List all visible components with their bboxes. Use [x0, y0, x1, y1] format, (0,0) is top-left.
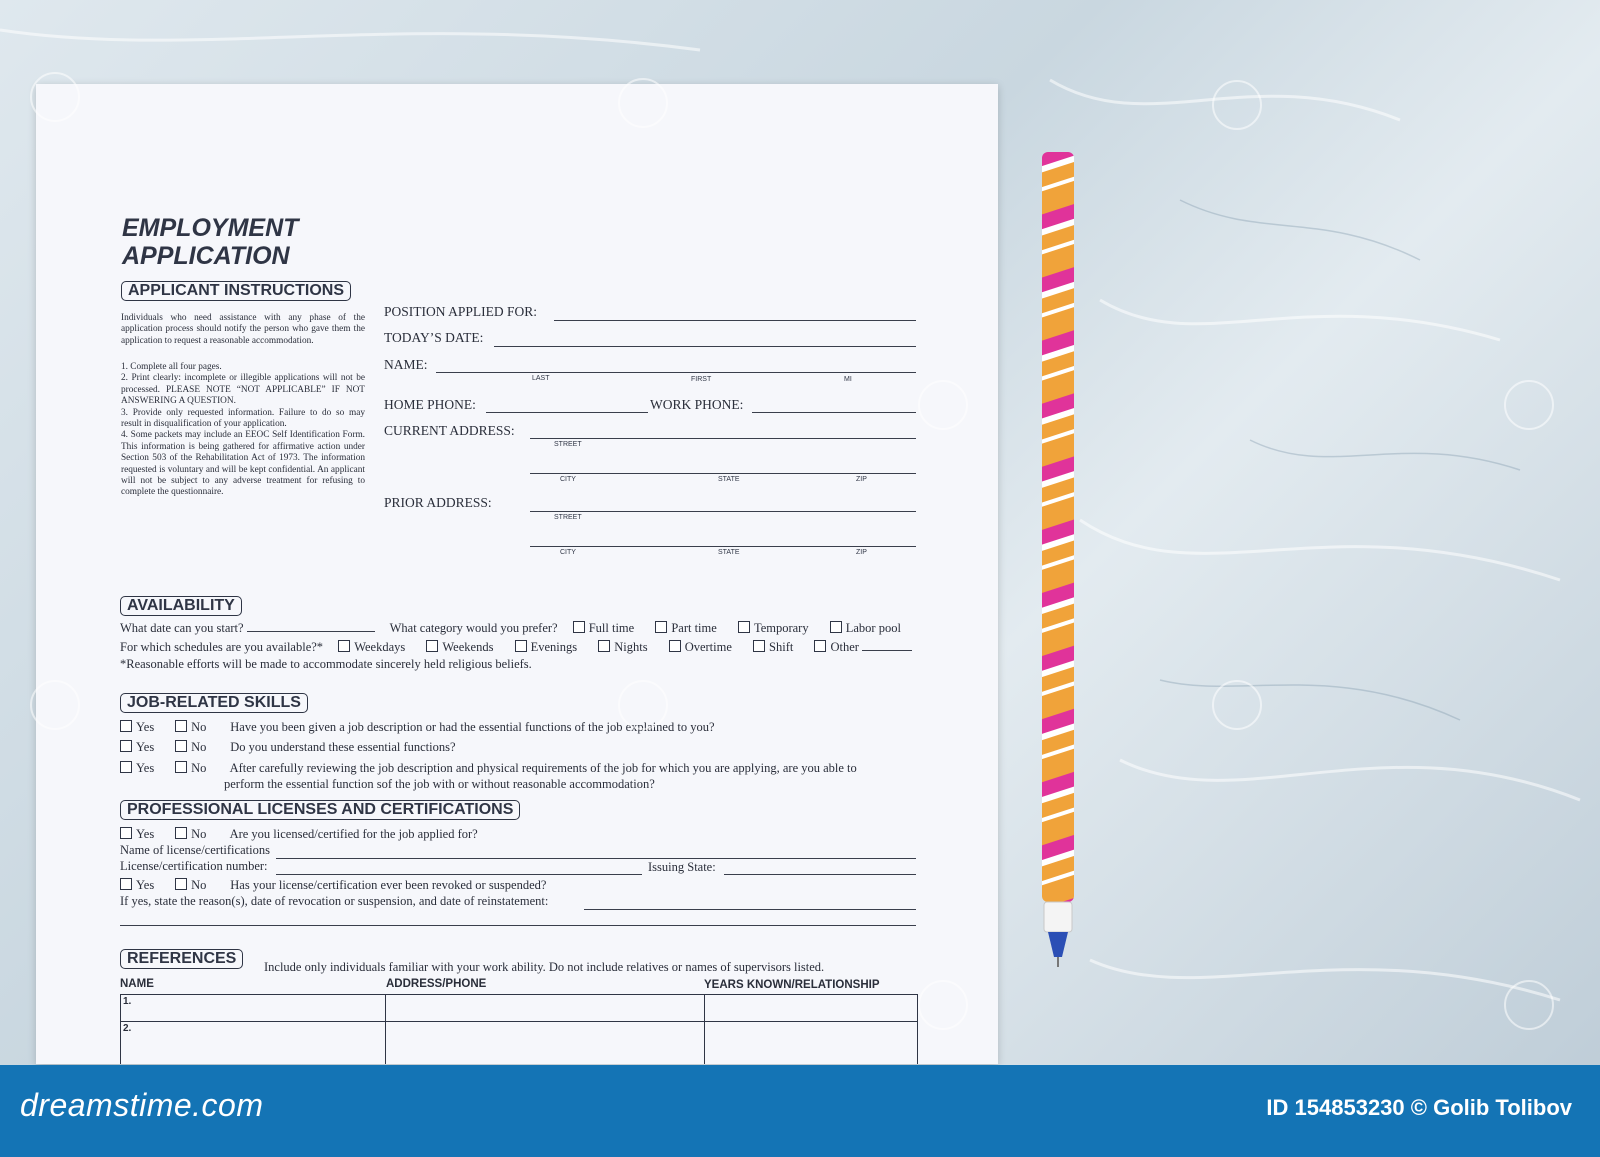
prior-city-field[interactable]	[530, 546, 916, 547]
availability-schedule-row	[120, 640, 912, 655]
checkbox[interactable]	[338, 640, 350, 652]
checkbox[interactable]	[175, 878, 187, 890]
skills-question-continued: perform the essential function sof the job with or without reasonable accommodation?	[224, 777, 655, 791]
option-label: Weekdays	[354, 640, 406, 654]
watermark-icon	[30, 680, 80, 730]
street-label: STREET	[554, 514, 582, 521]
checkbox[interactable]	[515, 640, 527, 652]
watermark-icon	[918, 980, 968, 1030]
section-header-skills: JOB-RELATED SKILLS	[120, 693, 308, 713]
section-header-instructions: APPLICANT INSTRUCTIONS	[121, 281, 351, 301]
option-label: Other	[830, 640, 859, 654]
skills-question: Do you understand these essential functions?	[230, 740, 456, 754]
image-credit: ID 154853230 © Golib Tolibov	[1266, 1095, 1572, 1120]
prior-street-field[interactable]	[530, 511, 916, 512]
skills-question: Have you been given a job description or had the essential functions of the job explained to you?	[230, 720, 715, 734]
schedule-overtime[interactable]	[669, 640, 732, 654]
revocation-field[interactable]	[584, 909, 916, 910]
start-date-field[interactable]	[247, 631, 375, 632]
instruction-item: 1. Complete all four pages.	[121, 362, 222, 372]
watermark-icon	[30, 72, 80, 122]
checkbox[interactable]	[573, 621, 585, 633]
checkbox[interactable]	[426, 640, 438, 652]
availability-note: *Reasonable efforts will be made to accommodate sincerely held religious beliefs.	[120, 657, 532, 671]
pen-tip-cone	[1048, 932, 1068, 957]
dreamstime-logo: dreamstime.com	[20, 1087, 264, 1123]
schedule-shift[interactable]	[753, 640, 793, 654]
references-note: Include only individuals familiar with your work ability. Do not include relatives or names of supervisors listed.	[264, 960, 825, 974]
no-option[interactable]	[175, 761, 227, 776]
instruction-item: 2. Print clearly: incomplete or illegible applications will not be processed. PLEASE NOTE “NOT APPLICABLE” IF NOT ANSWERING A QUESTION.	[121, 373, 365, 407]
license-number-label: License/certification number:	[120, 859, 268, 873]
current-street-field[interactable]	[530, 438, 916, 439]
pen-nib	[1057, 957, 1059, 967]
home-phone-label: HOME PHONE:	[384, 397, 476, 412]
column-header-name: NAME	[120, 978, 154, 990]
schedule-other-field[interactable]	[862, 650, 912, 651]
watermark-icon	[1212, 680, 1262, 730]
references-table	[120, 994, 918, 1064]
option-label: Yes	[136, 827, 155, 841]
watermark-icon	[618, 680, 668, 730]
license-question-row	[120, 827, 478, 842]
no-option[interactable]	[175, 720, 227, 735]
category-label: What category would you prefer?	[389, 621, 558, 635]
option-label: Shift	[769, 640, 794, 654]
state-label: STATE	[718, 549, 740, 556]
checkbox[interactable]	[175, 827, 187, 839]
watermark-icon	[918, 380, 968, 430]
instructions-intro: Individuals who need assistance with any phase of the application process should notify the person who gave them the application to request a reasonable accommodation.	[121, 313, 365, 346]
license-question: Has your license/certification ever been revoked or suspended?	[230, 878, 547, 892]
yes-option[interactable]	[120, 827, 172, 842]
issuing-state-label: Issuing State:	[648, 860, 716, 874]
position-field[interactable]	[554, 320, 916, 321]
zip-label: ZIP	[856, 476, 867, 483]
home-phone-field[interactable]	[486, 412, 648, 413]
category-temporary[interactable]	[738, 621, 809, 635]
checkbox[interactable]	[738, 621, 750, 633]
checkbox[interactable]	[655, 621, 667, 633]
option-label: Yes	[136, 740, 155, 754]
form-title	[122, 214, 298, 270]
skills-question-row	[120, 740, 456, 755]
checkbox[interactable]	[120, 878, 132, 890]
option-label: Weekends	[442, 640, 494, 654]
checkbox[interactable]	[175, 720, 187, 732]
zip-label: ZIP	[856, 549, 867, 556]
option-label: No	[191, 761, 207, 775]
checkbox[interactable]	[120, 720, 132, 732]
name-label: NAME:	[384, 357, 428, 372]
instruction-item: 4. Some packets may include an EEOC Self Identification Form. This information is being gathered for affirmative action under Section 503 of the Rehabilitation Act of 1973. The information requested is voluntary and will be kept confidential. An applicant will not be subject to any adverse treatment for refusing to complete the questionnaire.	[121, 430, 365, 498]
watermark-icon	[1504, 380, 1554, 430]
prior-address-label: PRIOR ADDRESS:	[384, 495, 492, 510]
work-phone-label: WORK PHONE:	[650, 397, 744, 412]
table-row[interactable]: 1.	[123, 996, 132, 1007]
category-part-time[interactable]	[655, 621, 716, 635]
section-header-availability: AVAILABILITY	[120, 596, 242, 616]
position-label: POSITION APPLIED FOR:	[384, 304, 538, 319]
option-label: No	[191, 878, 207, 892]
option-label: Yes	[136, 878, 155, 892]
option-label: Nights	[614, 640, 648, 654]
license-question-row	[120, 878, 546, 893]
name-field[interactable]	[436, 372, 916, 373]
no-option[interactable]	[175, 827, 227, 842]
checkbox[interactable]	[669, 640, 681, 652]
watermark-icon	[1212, 80, 1262, 130]
schedule-weekends[interactable]	[426, 640, 493, 654]
section-header-licenses: PROFESSIONAL LICENSES AND CERTIFICATIONS	[120, 800, 520, 820]
checkbox[interactable]	[814, 640, 826, 652]
table-row[interactable]: 2.	[123, 1023, 132, 1034]
date-field[interactable]	[494, 346, 916, 347]
table-row-divider	[121, 1021, 917, 1022]
section-header-references: REFERENCES	[120, 949, 243, 969]
start-date-label: What date can you start?	[120, 621, 244, 635]
checkbox[interactable]	[120, 761, 132, 773]
category-full-time[interactable]	[573, 621, 635, 635]
issuing-state-field[interactable]	[724, 874, 916, 875]
checkbox[interactable]	[753, 640, 765, 652]
revocation-label: If yes, state the reason(s), date of revocation or suspension, and date of reinstatement:	[120, 894, 549, 908]
name-mi-label: MI	[844, 376, 852, 383]
yes-option[interactable]	[120, 720, 172, 735]
street-label: STREET	[554, 441, 582, 448]
column-header-years: YEARS KNOWN/RELATIONSHIP	[704, 979, 880, 991]
column-header-address: ADDRESS/PHONE	[386, 978, 487, 990]
license-name-field[interactable]	[276, 858, 916, 859]
checkbox[interactable]	[175, 761, 187, 773]
option-label: Full time	[588, 621, 635, 635]
license-question: Are you licensed/certified for the job applied for?	[229, 827, 478, 841]
name-first-label: FIRST	[691, 376, 712, 383]
instructions-list	[121, 362, 365, 499]
option-label: Part time	[671, 621, 717, 635]
no-option[interactable]	[175, 740, 227, 755]
checkbox[interactable]	[120, 827, 132, 839]
checkbox[interactable]	[175, 740, 187, 752]
instruction-item: 3. Provide only requested information. Failure to do so may result in disqualification of your application.	[121, 407, 365, 430]
option-label: Overtime	[684, 640, 732, 654]
date-label: TODAY’S DATE:	[384, 330, 484, 345]
work-phone-field[interactable]	[752, 412, 916, 413]
state-label: STATE	[718, 476, 740, 483]
schedule-label: For which schedules are you available?*	[120, 640, 324, 654]
pen	[1040, 152, 1078, 972]
checkbox[interactable]	[120, 740, 132, 752]
city-label: CITY	[560, 549, 576, 556]
checkbox[interactable]	[598, 640, 610, 652]
yes-option[interactable]	[120, 761, 172, 776]
schedule-evenings[interactable]	[515, 640, 578, 654]
schedule-weekdays[interactable]	[338, 640, 405, 654]
option-label: No	[191, 720, 207, 734]
option-label: Yes	[136, 720, 155, 734]
watermark-icon	[1504, 980, 1554, 1030]
schedule-nights[interactable]	[598, 640, 647, 654]
category-labor-pool[interactable]	[830, 621, 901, 635]
option-label: Evenings	[530, 640, 578, 654]
title-line-1: EMPLOYMENT	[122, 214, 299, 242]
skills-question: After carefully reviewing the job description and physical requirements of the job for which you are applying, are you able to	[229, 761, 857, 775]
current-city-field[interactable]	[530, 473, 916, 474]
current-address-label: CURRENT ADDRESS:	[384, 423, 515, 438]
option-label: No	[191, 827, 207, 841]
pen-grip	[1044, 902, 1072, 932]
pen-barrel	[1042, 152, 1074, 902]
checkbox[interactable]	[830, 621, 842, 633]
name-last-label: LAST	[532, 375, 550, 382]
application-form	[36, 84, 998, 1064]
stock-photo-footer	[0, 1065, 1600, 1157]
schedule-other[interactable]	[814, 640, 858, 654]
table-divider	[385, 995, 386, 1064]
watermark-icon	[618, 78, 668, 128]
city-label: CITY	[560, 476, 576, 483]
revocation-field-line-2[interactable]	[120, 925, 916, 926]
yes-option[interactable]	[120, 740, 172, 755]
option-label: Labor pool	[845, 621, 901, 635]
option-label: Temporary	[753, 621, 809, 635]
availability-start-row	[120, 621, 901, 636]
option-label: Yes	[136, 761, 155, 775]
skills-question-row	[120, 761, 857, 776]
yes-option[interactable]	[120, 878, 172, 893]
option-label: No	[191, 740, 207, 754]
license-name-label: Name of license/certifications	[120, 843, 270, 857]
no-option[interactable]	[175, 878, 227, 893]
table-divider	[704, 995, 705, 1064]
license-number-field[interactable]	[276, 874, 642, 875]
title-line-2: APPLICATION	[122, 242, 290, 270]
